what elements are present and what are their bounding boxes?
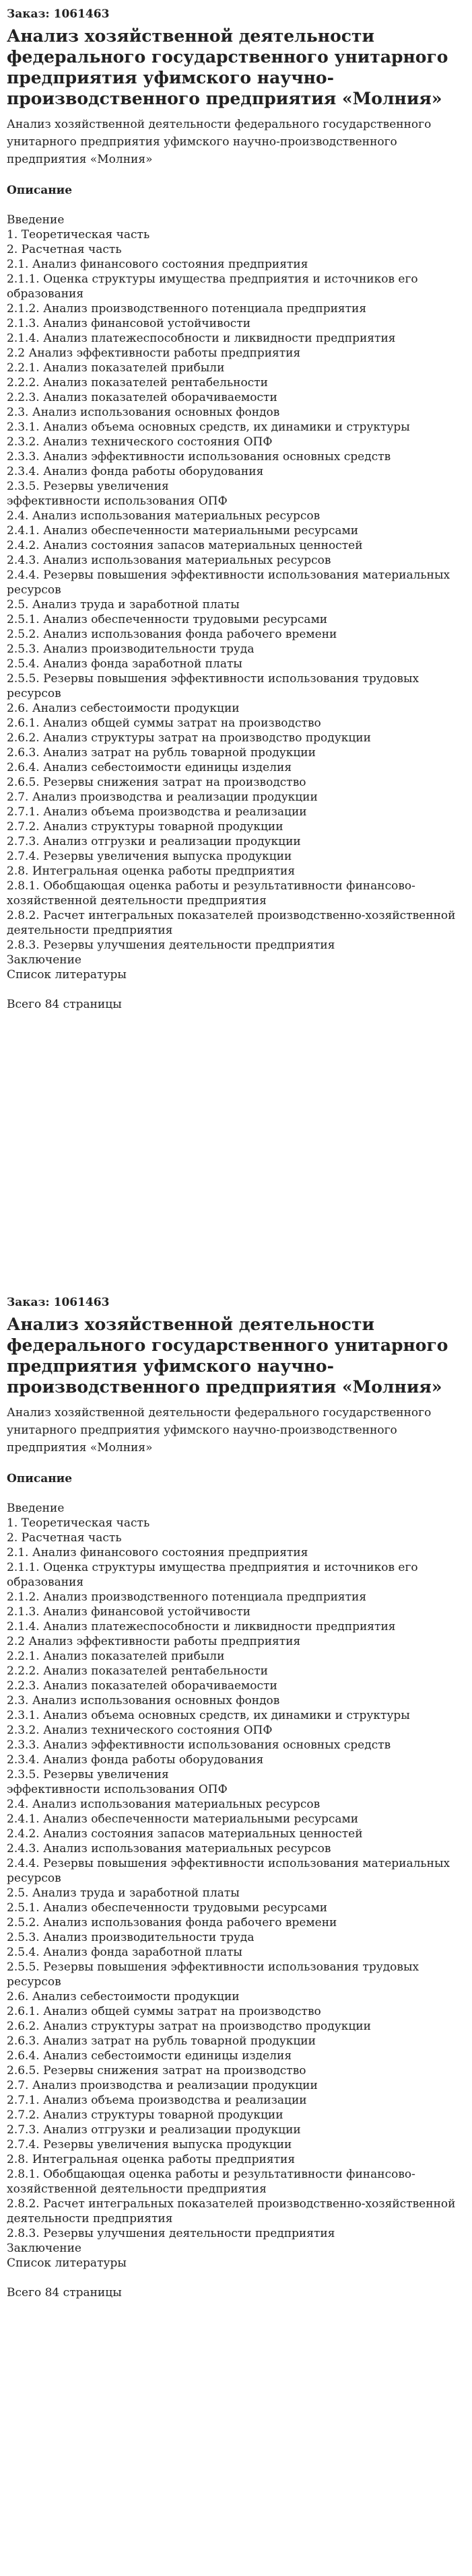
table-of-contents — [7, 213, 465, 982]
toc-item: деятельности предприятия — [7, 924, 173, 937]
toc-item: 2.5.1. Анализ обеспеченности трудовыми ресурсами — [7, 1901, 328, 1915]
toc-item: 2.1.1. Оценка структуры имущества предприятия и источников его образования — [7, 1561, 418, 1589]
toc-item: 2.7.3. Анализ отгрузки и реализации продукции — [7, 835, 301, 848]
toc-item: 2.5.4. Анализ фонда заработной платы — [7, 1946, 242, 1959]
toc-item: 2.2.3. Анализ показателей оборачиваемости — [7, 391, 277, 404]
toc-item: Заключение — [7, 2242, 81, 2255]
toc-item: 2.1.3. Анализ финансовой устойчивости — [7, 317, 251, 330]
toc-item: 2.5.2. Анализ использования фонда рабочего времени — [7, 628, 337, 641]
toc-item: 2.5. Анализ труда и заработной платы — [7, 598, 240, 612]
toc-item: Введение — [7, 213, 65, 227]
toc-item: 2.1.3. Анализ финансовой устойчивости — [7, 1605, 251, 1619]
toc-item: 2.3.5. Резервы увеличения — [7, 1768, 169, 1781]
work-title: Анализ хозяйственной деятельности федерального государственного унитарного предприятия уфимского научно-производственного предприятия «Молния» — [7, 1315, 448, 1397]
work-subtitle: Анализ хозяйственной деятельности федерального государственного унитарного предприятия уфимского научно-производственного предприятия «Молния» — [7, 118, 432, 166]
toc-item: 2.6.3. Анализ затрат на рубль товарной продукции — [7, 2034, 316, 2048]
toc-item: 2.6.5. Резервы снижения затрат на производство — [7, 776, 306, 789]
toc-item: 2.6.3. Анализ затрат на рубль товарной продукции — [7, 746, 316, 760]
description-heading: Описание — [7, 184, 73, 197]
toc-item: 2.3. Анализ использования основных фондов — [7, 1694, 280, 1707]
toc-item: 2.7.4. Резервы увеличения выпуска продукции — [7, 2138, 292, 2151]
table-of-contents — [7, 1501, 465, 2271]
toc-item: 2.8.2. Расчет интегральных показателей производственно-хозяйственной — [7, 2197, 456, 2211]
toc-item: Заключение — [7, 953, 81, 967]
toc-item: 2.1.2. Анализ производственного потенциала предприятия — [7, 1590, 367, 1604]
toc-item: 2.5.1. Анализ обеспеченности трудовыми ресурсами — [7, 613, 328, 626]
toc-item: 2.4.3. Анализ использования материальных ресурсов — [7, 1842, 331, 1855]
toc-item: 2.8. Интегральная оценка работы предприятия — [7, 864, 296, 878]
total-pages: Всего 84 страницы — [7, 2286, 122, 2299]
description-heading: Описание — [7, 1472, 73, 1485]
toc-item: 2.2 Анализ эффективности работы предприятия — [7, 1635, 301, 1648]
toc-item: 2.7.2. Анализ структуры товарной продукции — [7, 820, 283, 834]
toc-item: 2.8.1. Обобщающая оценка работы и результативности финансово-хозяйственной деятельности предприятия — [7, 879, 415, 908]
toc-item: 2.3.4. Анализ фонда работы оборудования — [7, 1753, 264, 1767]
spacer — [7, 2271, 465, 2285]
toc-item: 1. Теоретическая часть — [7, 228, 150, 242]
toc-item: 2.1.4. Анализ платежеспособности и ликвидности предприятия — [7, 332, 396, 345]
toc-item: 2.6.2. Анализ структуры затрат на производство продукции — [7, 2020, 371, 2033]
order-card-2 — [0, 1288, 472, 2575]
toc-item: 2.3.1. Анализ объема основных средств, их динамики и структуры — [7, 420, 410, 434]
toc-item: 2.7.1. Анализ объема производства и реализации — [7, 2094, 307, 2107]
order-number: Заказ: 1061463 — [7, 7, 110, 21]
toc-item: 2.8.2. Расчет интегральных показателей производственно-хозяйственной — [7, 909, 456, 922]
toc-item: 2.2.2. Анализ показателей рентабельности — [7, 376, 268, 390]
toc-item: 2.3.3. Анализ эффективности использования основных средств — [7, 450, 391, 464]
toc-item: 2.6.1. Анализ общей суммы затрат на производство — [7, 2005, 321, 2018]
toc-item: 2.2.2. Анализ показателей рентабельности — [7, 1664, 268, 1678]
toc-item: Список литературы — [7, 968, 127, 982]
toc-item: эффективности использования ОПФ — [7, 494, 228, 508]
toc-item: Список литературы — [7, 2256, 127, 2270]
toc-item: 2.1. Анализ финансового состояния предприятия — [7, 1546, 308, 1559]
toc-item: 2.2.1. Анализ показателей прибыли — [7, 1650, 225, 1663]
toc-item: 2.4.2. Анализ состояния запасов материальных ценностей — [7, 1827, 363, 1841]
toc-item: 2.1.1. Оценка структуры имущества предприятия и источников его образования — [7, 272, 418, 301]
toc-item: 2.8.1. Обобщающая оценка работы и результативности финансово-хозяйственной деятельности предприятия — [7, 2168, 415, 2196]
toc-item: 1. Теоретическая часть — [7, 1516, 150, 1530]
toc-item: 2.4.1. Анализ обеспеченности материальными ресурсами — [7, 1812, 359, 1826]
toc-item: 2.3.1. Анализ объема основных средств, их динамики и структуры — [7, 1709, 410, 1722]
toc-item: 2.4. Анализ использования материальных ресурсов — [7, 509, 321, 523]
toc-item: 2.5.3. Анализ производительности труда — [7, 1931, 255, 1944]
toc-item: 2.6.4. Анализ себестоимости единицы изделия — [7, 761, 292, 774]
toc-item: Введение — [7, 1502, 65, 1515]
toc-item: 2.3.2. Анализ технического состояния ОПФ — [7, 435, 273, 449]
toc-item: 2.3.2. Анализ технического состояния ОПФ — [7, 1724, 273, 1737]
toc-item: 2.8. Интегральная оценка работы предприятия — [7, 2153, 296, 2166]
toc-item: 2. Расчетная часть — [7, 243, 122, 256]
toc-item: 2.7. Анализ производства и реализации продукции — [7, 2079, 318, 2092]
toc-item: 2.7.2. Анализ структуры товарной продукции — [7, 2108, 283, 2122]
toc-item: 2.1.4. Анализ платежеспособности и ликвидности предприятия — [7, 1620, 396, 1633]
toc-item: 2.4.3. Анализ использования материальных ресурсов — [7, 554, 331, 567]
toc-item: 2.5.4. Анализ фонда заработной платы — [7, 657, 242, 671]
toc-item: 2.4.4. Резервы повышения эффективности использования материальных ресурсов — [7, 568, 450, 597]
toc-item: 2.6.4. Анализ себестоимости единицы изделия — [7, 2049, 292, 2063]
toc-item: 2.7. Анализ производства и реализации продукции — [7, 790, 318, 804]
toc-item: эффективности использования ОПФ — [7, 1783, 228, 1796]
toc-item: 2.1. Анализ финансового состояния предприятия — [7, 258, 308, 271]
toc-item: 2.4.2. Анализ состояния запасов материальных ценностей — [7, 539, 363, 552]
work-subtitle: Анализ хозяйственной деятельности федерального государственного унитарного предприятия уфимского научно-производственного предприятия «Молния» — [7, 1406, 432, 1455]
toc-item: 2.3.4. Анализ фонда работы оборудования — [7, 465, 264, 478]
toc-item: 2.5. Анализ труда и заработной платы — [7, 1886, 240, 1900]
toc-item: 2.4.4. Резервы повышения эффективности использования материальных ресурсов — [7, 1857, 450, 1885]
toc-item: 2.6.5. Резервы снижения затрат на производство — [7, 2064, 306, 2077]
toc-item: 2.4.1. Анализ обеспеченности материальными ресурсами — [7, 524, 359, 538]
toc-item: 2.7.4. Резервы увеличения выпуска продукции — [7, 850, 292, 863]
toc-item: 2.3.3. Анализ эффективности использования основных средств — [7, 1738, 391, 1752]
toc-item: 2.5.3. Анализ производительности труда — [7, 642, 255, 656]
toc-item: 2.5.5. Резервы повышения эффективности использования трудовых ресурсов — [7, 1960, 419, 1989]
toc-item: 2.6.1. Анализ общей суммы затрат на производство — [7, 716, 321, 730]
toc-item: 2.7.3. Анализ отгрузки и реализации продукции — [7, 2123, 301, 2137]
toc-item: 2.6. Анализ себестоимости продукции — [7, 1990, 240, 2003]
toc-item: 2.4. Анализ использования материальных ресурсов — [7, 1798, 321, 1811]
toc-item: 2.3.5. Резервы увеличения — [7, 480, 169, 493]
toc-item: 2.2.3. Анализ показателей оборачиваемости — [7, 1679, 277, 1693]
toc-item: 2.2.1. Анализ показателей прибыли — [7, 361, 225, 375]
order-number: Заказ: 1061463 — [7, 1296, 110, 1309]
work-title: Анализ хозяйственной деятельности федерального государственного унитарного предприятия уфимского научно-производственного предприятия «Молния» — [7, 26, 448, 108]
spacer — [7, 982, 465, 997]
toc-item: 2.8.3. Резервы улучшения деятельности предприятия — [7, 2227, 335, 2240]
toc-item: 2.6. Анализ себестоимости продукции — [7, 702, 240, 715]
toc-item: 2.8.3. Резервы улучшения деятельности предприятия — [7, 939, 335, 952]
toc-item: 2. Расчетная часть — [7, 1531, 122, 1545]
toc-item: 2.6.2. Анализ структуры затрат на производство продукции — [7, 731, 371, 745]
toc-item: 2.5.2. Анализ использования фонда рабочего времени — [7, 1916, 337, 1929]
toc-item: деятельности предприятия — [7, 2212, 173, 2225]
toc-item: 2.7.1. Анализ объема производства и реализации — [7, 805, 307, 819]
toc-item: 2.3. Анализ использования основных фондов — [7, 406, 280, 419]
toc-item: 2.5.5. Резервы повышения эффективности использования трудовых ресурсов — [7, 672, 419, 700]
toc-item: 2.2 Анализ эффективности работы предприятия — [7, 346, 301, 360]
total-pages: Всего 84 страницы — [7, 998, 122, 1011]
toc-item: 2.1.2. Анализ производственного потенциала предприятия — [7, 302, 367, 316]
